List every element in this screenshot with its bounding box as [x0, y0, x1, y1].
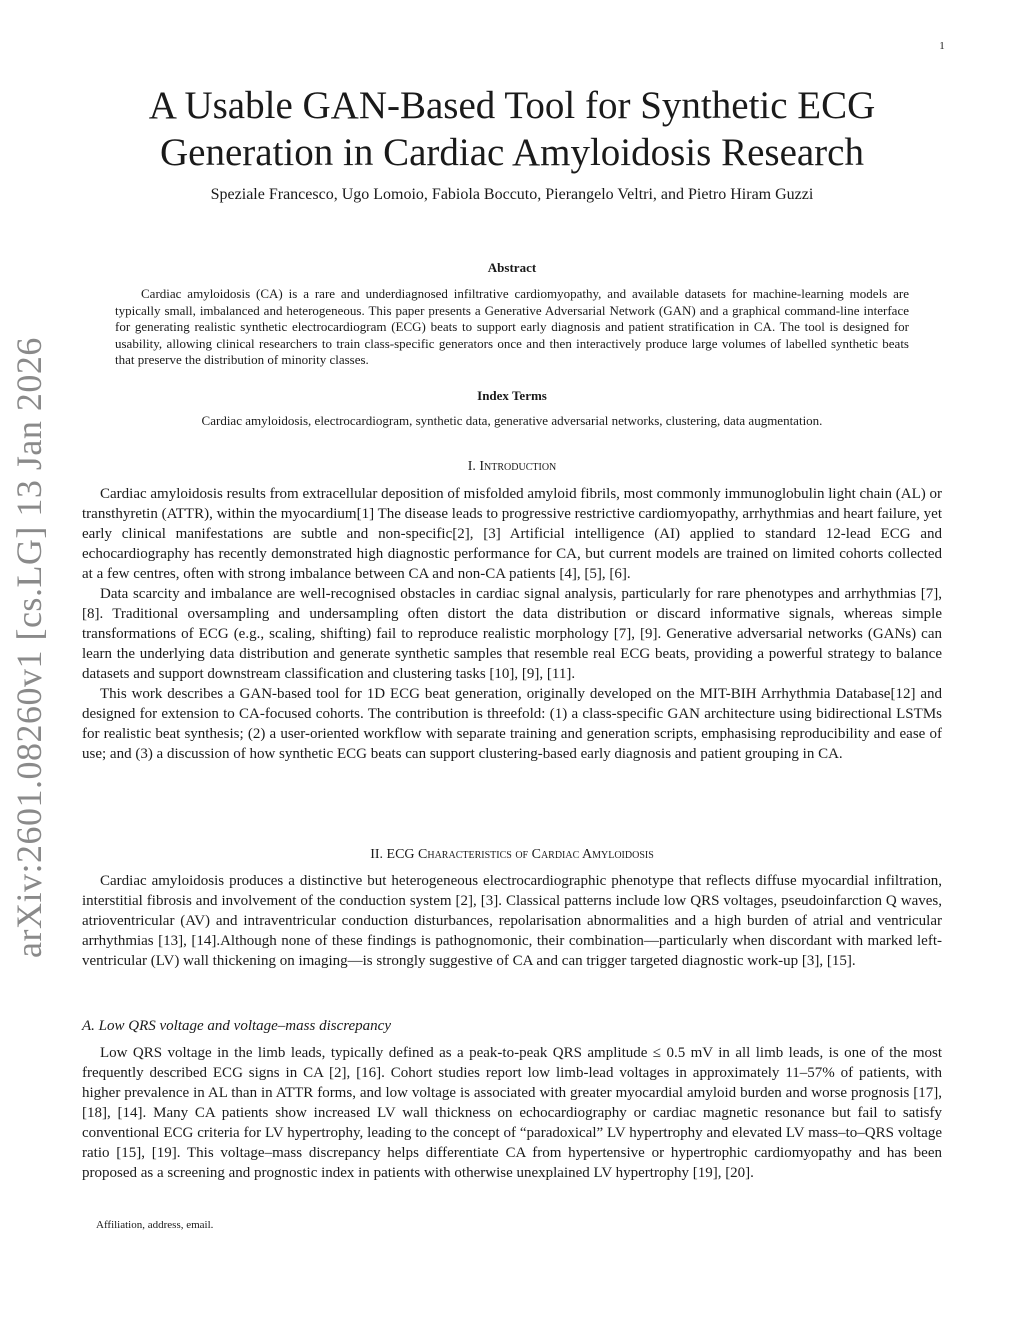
abstract-text: Cardiac amyloidosis (CA) is a rare and underdiagnosed infiltrative cardiomyopathy, and available datasets for machine-learning models are typically small, imbalanced and heterogeneous. This paper presents a Generative Adversarial Network (GAN) and a graphical command-line interface for generating realistic synthetic electrocardiogram (ECG) beats to support early diagnosis and patient stratification in CA. The tool is designed for usability, allowing clinical researchers to train class-specific generators once and then interactively produce large volumes of labelled synthetic beats that preserve the distribution of minority classes.: [115, 286, 909, 367]
abstract-heading: Abstract: [487, 260, 537, 275]
low-qrs-voltage-body: [82, 1043, 942, 1183]
paper-title-line-1: A Usable GAN-Based Tool for Synthetic ECG: [148, 84, 876, 127]
low-qrs-voltage-paragraph-1: Low QRS voltage in the limb leads, typically defined as a peak-to-peak QRS amplitude ≤ 0.5 mV in all limb leads, is one of the most frequently described ECG signs in CA [2], [16]. Cohort studies report low limb-lead voltages in approximately 11–57% of patients, with higher prevalence in AL than in ATTR forms, and low voltage is associated with greater myocardial amyloid burden and worse prognosis [17], [18], [14]. Many CA patients show increased LV wall thickness on echocardiography or cardiac magnetic resonance but fail to satisfy conventional ECG criteria for LV hypertrophy, leading to the concept of “paradoxical” LV hypertrophy and elevated LV mass–to–QRS voltage ratio [15], [19]. This voltage–mass discrepancy helps differentiate CA from hypertensive or hypertrophic cardiomyopathy and has been proposed as a screening and prognostic index in patients with otherwise unexplained LV hypertrophy [19], [20].: [82, 1045, 942, 1181]
index-terms-heading: Index Terms: [477, 388, 547, 403]
author-list: Speziale Francesco, Ugo Lomoio, Fabiola Boccuto, Pierangelo Veltri, and Pietro Hiram Guzzi: [210, 186, 814, 203]
index-terms-text: Cardiac amyloidosis, electrocardiogram, synthetic data, generative adversarial networks, clustering, data augmentation.: [201, 413, 823, 428]
page-number: 1: [939, 40, 945, 52]
paper-title-line-2: Generation in Cardiac Amyloidosis Research: [160, 131, 864, 174]
introduction-paragraph-3: This work describes a GAN-based tool for 1D ECG beat generation, originally developed on the MIT-BIH Arrhythmia Database[12] and designed for extension to CA-focused cohorts. The contribution is threefold: (1) a class-specific GAN architecture using bidirectional LSTMs for realistic beat synthesis; (2) a user-oriented workflow with separate training and generation scripts, emphasising reproducibility and ease of use; and (3) a discussion of how synthetic ECG beats can support clustering-based early diagnosis and patient grouping in CA.: [82, 686, 942, 762]
subsection-heading-low-qrs-voltage: A. Low QRS voltage and voltage–mass discrepancy: [82, 1018, 391, 1034]
section-heading-introduction: I. Introduction: [467, 459, 557, 474]
ecg-characteristics-body: [82, 871, 942, 971]
ecg-characteristics-paragraph-1: Cardiac amyloidosis produces a distinctive but heterogeneous electrocardiographic phenotype that reflects diffuse myocardial infiltration, interstitial fibrosis and involvement of the conduction system [2], [3]. Classical patterns include low QRS voltages, pseudoinfarction Q waves, atrioventricular (AV) and intraventricular conduction disturbances, repolarisation abnormalities and a high burden of atrial and ventricular arrhythmias [13], [14].Although none of these findings is pathognomonic, their combination—particularly when discordant with marked left-ventricular (LV) wall thickening on imaging—is strongly suggestive of CA and can trigger targeted diagnostic work-up [3], [15].: [82, 873, 942, 969]
introduction-body: [82, 484, 942, 764]
arxiv-identifier-stamp: arXiv:2601.08260v1 [cs.LG] 13 Jan 2026: [9, 337, 49, 958]
paper-title: [80, 82, 944, 176]
introduction-paragraph-1: Cardiac amyloidosis results from extracellular deposition of misfolded amyloid fibrils, most commonly immunoglobulin light chain (AL) or transthyretin (ATTR), within the myocardium[1] The disease leads to progressive restrictive cardiomyopathy, arrhythmias and heart failure, yet early clinical manifestations are subtle and non-specific[2], [3] Artificial intelligence (AI) applied to standard 12-lead ECG and echocardiography has recently demonstrated high diagnostic performance for CA, but current models are trained on limited cohorts collected at a few centres, often with strong imbalance between CA and non-CA patients [4], [5], [6].: [82, 486, 942, 582]
affiliation-footnote: Affiliation, address, email.: [96, 1219, 214, 1231]
section-heading-ecg-characteristics: II. ECG Characteristics of Cardiac Amyloidosis: [370, 847, 654, 862]
introduction-paragraph-2: Data scarcity and imbalance are well-recognised obstacles in cardiac signal analysis, particularly for rare phenotypes and arrhythmias [7], [8]. Traditional oversampling and undersampling often distort the data distribution or discard informative signals, whereas simple transformations of ECG (e.g., scaling, shifting) fail to reproduce realistic morphology [7], [9]. Generative adversarial networks (GANs) can learn the underlying data distribution and generate synthetic samples that resemble real ECG beats, providing a powerful strategy to balance datasets and support downstream classification and clustering tasks [10], [9], [11].: [82, 586, 942, 682]
